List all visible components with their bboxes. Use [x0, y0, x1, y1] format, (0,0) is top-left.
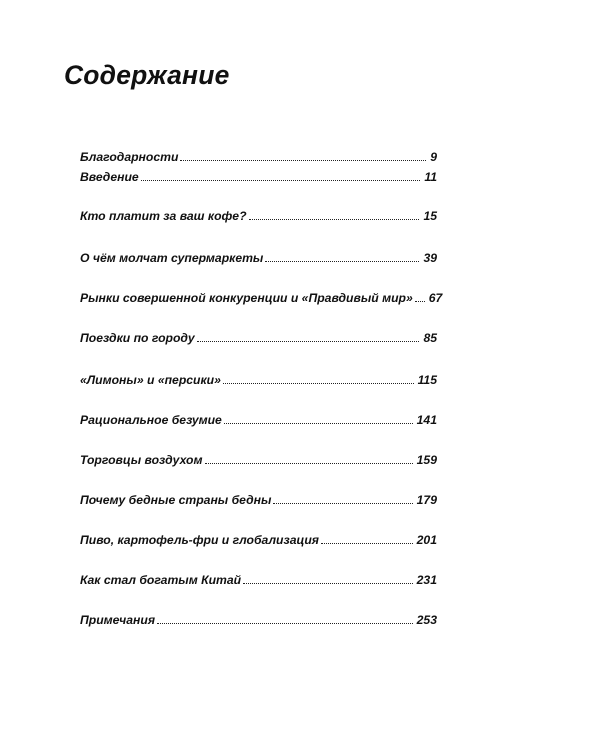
toc-entry-page: 11 — [424, 170, 437, 184]
toc-entry-page: 115 — [417, 373, 437, 387]
toc-entry-title: «Лимоны» и «персики» — [80, 373, 221, 387]
toc-entry-chapter-4[interactable] — [80, 331, 437, 346]
toc-entry-chapter-2[interactable] — [80, 251, 437, 266]
dot-leader — [157, 623, 413, 624]
toc-entry-page: 159 — [416, 453, 437, 467]
toc-entry-chapter-1[interactable] — [80, 209, 437, 224]
dot-leader — [223, 383, 414, 384]
toc-entry-page: 253 — [416, 613, 437, 627]
page-title: Содержание — [64, 60, 230, 90]
toc-entry-title: Введение — [80, 170, 139, 184]
toc-entry-title: Как стал богатым Китай — [80, 573, 242, 587]
toc-entry-acknowledgements[interactable] — [80, 150, 437, 165]
toc-entry-title: Рынки совершенной конкуренции и «Правдивый мир» — [80, 291, 413, 305]
toc-entry-chapter-5[interactable] — [80, 373, 437, 388]
toc-entry-chapter-7[interactable] — [80, 453, 437, 468]
toc-entry-page: 179 — [416, 493, 437, 507]
toc-entry-page: 67 — [428, 291, 443, 305]
dot-leader — [180, 160, 426, 161]
toc-entry-title: Кто платит за ваш кофе? — [80, 209, 247, 223]
toc-entry-title: Благодарности — [80, 150, 179, 164]
toc-entry-title: Рациональное безумие — [80, 413, 222, 427]
toc-entry-title: Почему бедные страны бедны — [80, 493, 272, 507]
toc-entry-page: 201 — [416, 533, 437, 547]
toc-entry-title: Пиво, картофель-фри и глобализация — [80, 533, 319, 547]
toc-entry-page: 39 — [423, 251, 437, 265]
toc-entry-page: 231 — [416, 573, 437, 587]
toc-entry-chapter-9[interactable] — [80, 533, 437, 548]
toc-entry-page: 15 — [423, 209, 437, 223]
dot-leader — [205, 463, 413, 464]
dot-leader — [265, 261, 419, 262]
toc-entry-title: Поездки по городу — [80, 331, 195, 345]
toc-entry-title: Торговцы воздухом — [80, 453, 203, 467]
toc-entry-title: О чём молчат супермаркеты — [80, 251, 264, 265]
toc-entry-chapter-8[interactable] — [80, 493, 437, 508]
toc-entry-chapter-3[interactable] — [80, 291, 443, 306]
dot-leader — [243, 583, 413, 584]
toc-entry-notes[interactable] — [80, 613, 437, 628]
toc-entry-title: Примечания — [80, 613, 156, 627]
toc-entry-page: 85 — [423, 331, 437, 345]
dot-leader — [249, 219, 420, 220]
dot-leader — [141, 180, 421, 181]
dot-leader — [197, 341, 420, 342]
dot-leader — [224, 423, 413, 424]
toc-entry-page: 141 — [416, 413, 437, 427]
toc-entry-page: 9 — [430, 150, 437, 164]
dot-leader — [273, 503, 412, 504]
dot-leader — [321, 543, 413, 544]
toc-entry-chapter-6[interactable] — [80, 413, 437, 428]
toc-entry-introduction[interactable] — [80, 170, 437, 185]
dot-leader — [415, 301, 425, 302]
toc-entry-chapter-10[interactable] — [80, 573, 437, 588]
